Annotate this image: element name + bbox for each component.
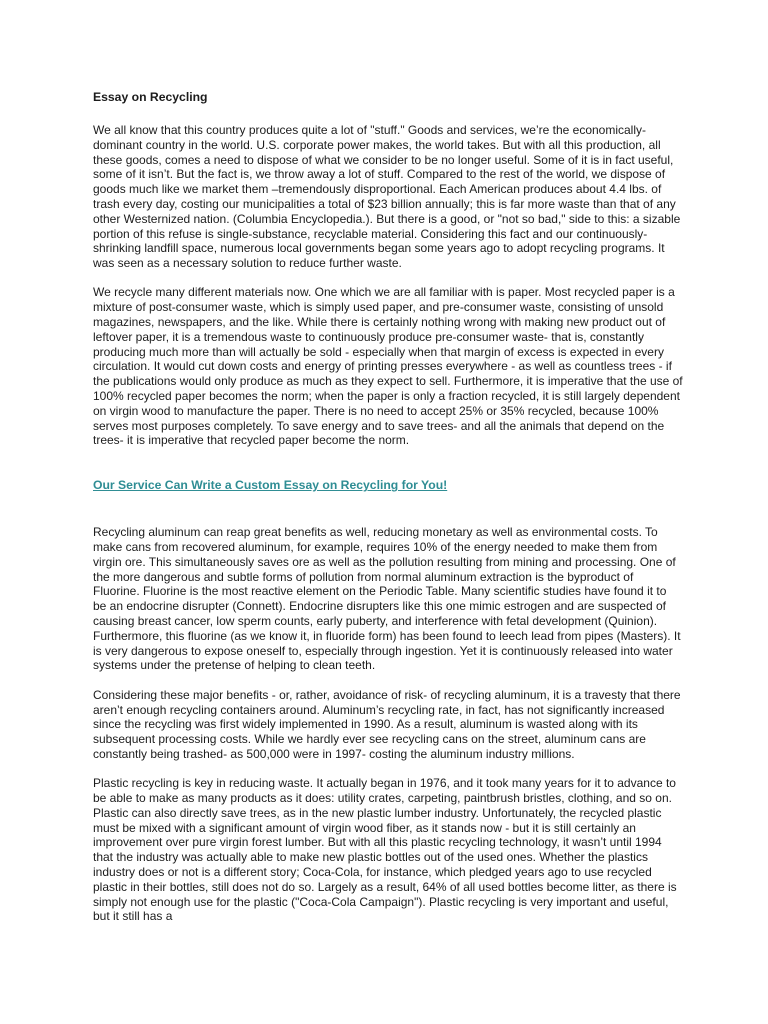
- paragraph-aluminum-risk: Considering these major benefits - or, rather, avoidance of risk- of recycling aluminum, it is a travesty that there aren’t enough recycling containers around. Aluminum’s recycling rate, in fact, has not significantly increased since the recycling was first widely implemented in 1990. As a result, aluminum is wasted along with its subsequent processing costs. While we hardly ever see recycling cans on the street, aluminum cans are constantly being trashed- as 500,000 were in 1997- costing the aluminum industry millions.: [93, 687, 681, 761]
- paragraph-plastic: Plastic recycling is key in reducing waste. It actually began in 1976, and it took many years for it to advance to be able to make as many products as it does: utility crates, carpeting, paintbrush bristles, clothing, and so on. Plastic can also directly save trees, as in the new plastic lumber industry. Unfortunately, the recycled plastic must be mixed with a significant amount of virgin wood fiber, as it stands now - but it is still certainly an improvement over pure virgin forest lumber. But with all this plastic recycling technology, it wasn’t until 1994 that the industry was actually able to make new plastic bottles out of the used ones. Whether the plastics industry does or not is a different story; Coca-Cola, for instance, which pledged years ago to use recycled plastic in their bottles, still does not do so. Largely as a result, 64% of all used bottles become litter, as there is simply not enough use for the plastic ("Coca-Cola Campaign"). Plastic recycling is very important and useful, but it still has a: [93, 776, 677, 924]
- custom-essay-link[interactable]: Our Service Can Write a Custom Essay on Recycling for You!: [93, 478, 448, 493]
- paragraph-intro: We all know that this country produces quite a lot of "stuff." Goods and services, we’re the economically-dominant country in the world. U.S. corporate power makes, the world takes. But with all this production, all these goods, comes a need to dispose of what we consider to be no longer useful. Some of it is in fact useful, some of it isn’t. But the fact is, we throw away a lot of stuff. Compared to the rest of the world, we dispose of goods much like we market them –tremendously disproportional. Each American produces about 4.4 lbs. of trash every day, costing our municipalities a total of $23 billion annually; this is far more waste than that of any other Westernized nation. (Columbia Encyclopedia.). But there is a good, or "not so bad," side to this: a sizable portion of this refuse is single-substance, recyclable material. Considering this fact and our continuously-shrinking landfill space, numerous local governments began some years ago to adopt recycling programs. It was seen as a necessary solution to reduce further waste.: [93, 123, 681, 271]
- spacer: [93, 492, 683, 525]
- essay-title: Essay on Recycling: [93, 90, 208, 104]
- paragraph-paper: We recycle many different materials now. One which we are all familiar with is paper. Most recycled paper is a mixture of post-consumer waste, which is simply used paper, and pre-consumer waste, consisting of unsold magazines, newspapers, and the like. While there is certainly nothing wrong with making new product out of leftover paper, it is a tremendous waste to continuously produce pre-consumer waste- that is, constantly producing much more than will actually be sold - especially when that margin of excess is expected in every circulation. It would cut down costs and energy of printing presses everywhere - as well as countless trees - if the publications would only produce as much as they expect to sell. Furthermore, it is imperative that the use of 100% recycled paper becomes the norm; when the paper is only a fraction recycled, it is still largely dependent on virgin wood to manufacture the paper. There is no need to accept 25% or 35% recycled, because 100% serves most purposes completely. To save energy and to save trees- and all the animals that depend on the trees- it is imperative that recycled paper become the norm.: [93, 285, 683, 448]
- document-page: [93, 90, 683, 939]
- paragraph-aluminum: Recycling aluminum can reap great benefits as well, reducing monetary as well as environmental costs. To make cans from recovered aluminum, for example, requires 10% of the energy needed to make them from virgin ore. This simultaneously saves ore as well as the pollution resulting from mining and processing. One of the more dangerous and subtle forms of pollution from normal aluminum extraction is the byproduct of Fluorine. Fluorine is the most reactive element on the Periodic Table. Many scientific studies have found it to be an endocrine disrupter (Connett). Endocrine disrupters like this one mimic estrogen and are suspected of causing breast cancer, low sperm counts, early puberty, and interference with fetal development (Quinion). Furthermore, this fluorine (as we know it, in fluoride form) has been found to leech lead from pipes (Masters). It is very dangerous to expose oneself to, especially through ingestion. Yet it is continuously released into water systems under the pretense of helping to clean teeth.: [93, 525, 681, 673]
